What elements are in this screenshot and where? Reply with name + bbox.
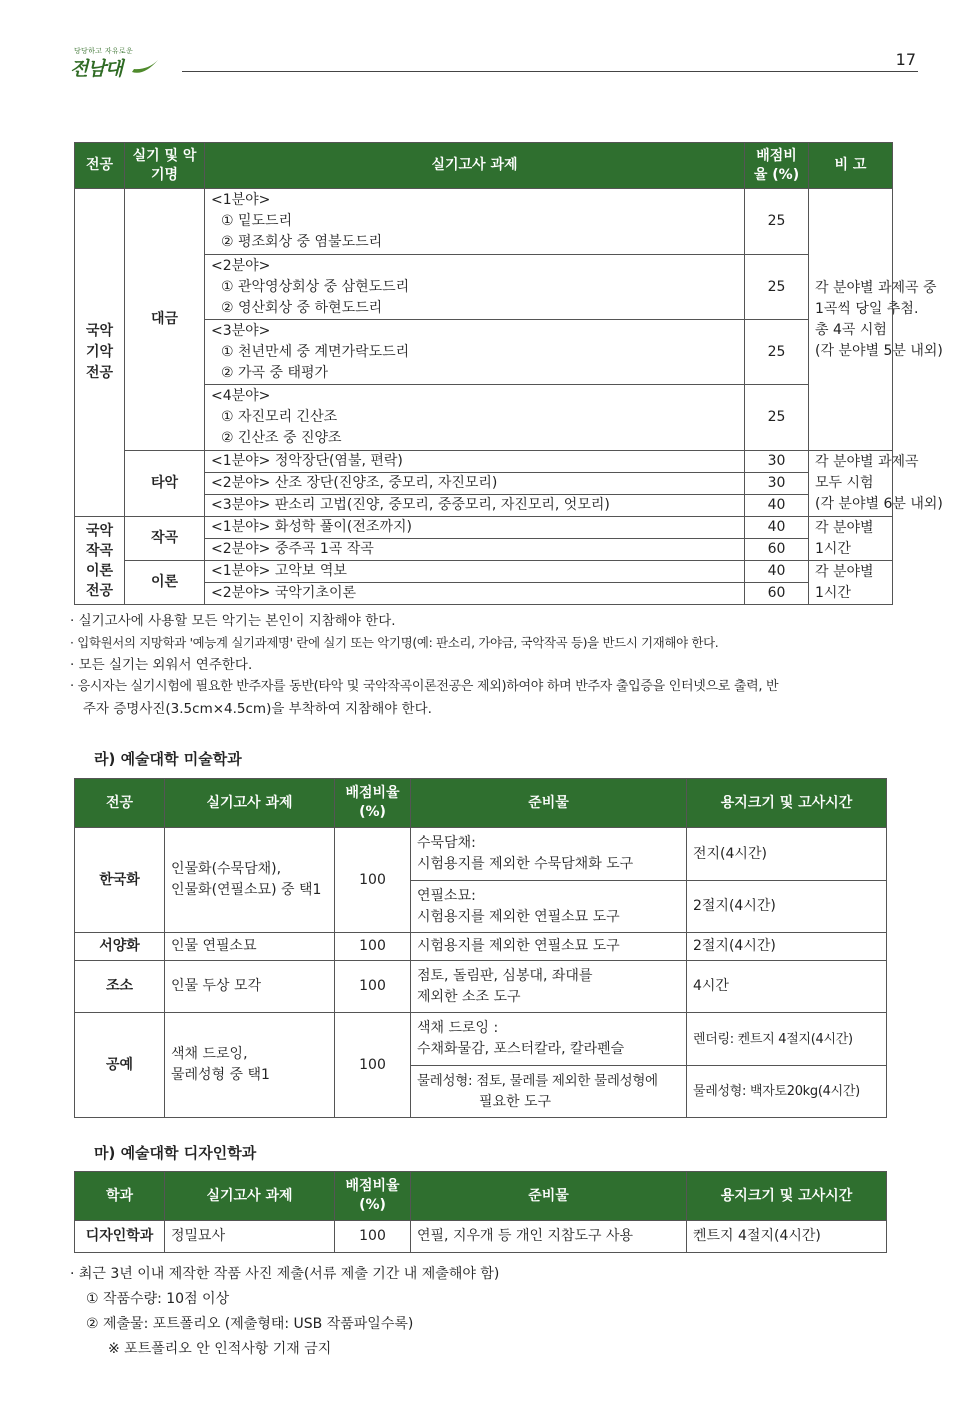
col-header-prep: 준비물 (411, 1172, 687, 1221)
ratio-cell: 40 (745, 495, 809, 517)
art-table (74, 778, 887, 1118)
ratio-cell: 30 (745, 473, 809, 495)
ratio-cell: 30 (745, 451, 809, 473)
instrument-daegeum: 대금 (125, 189, 205, 451)
note-cell: 각 분야별 1시간 (809, 561, 893, 605)
ratio-cell: 60 (745, 583, 809, 605)
logo-slogan: 당당하고 자유로운 (74, 47, 134, 55)
col-header-ratio: 배점비율 (%) (745, 143, 809, 189)
ratio-cell: 100 (335, 961, 411, 1013)
col-header-ratio: 배점비율 (%) (335, 779, 411, 828)
instrument-jakgok: 작곡 (125, 517, 205, 561)
major-sculpture: 조소 (75, 961, 165, 1013)
task-cell: <2분야> 산조 장단(진양조, 중모리, 자진모리) (205, 473, 745, 495)
note-line: ※ 포트폴리오 안 인적사항 기재 금지 (108, 1341, 332, 1357)
page-number: 17 (895, 50, 916, 69)
task-cell: 인물 두상 모각 (165, 961, 335, 1013)
design-table (74, 1171, 887, 1253)
note-line: · 입학원서의 지망학과 '예능계 실기과제명' 란에 실기 또는 악기명(예: 판소리, 가야금, 국악작곡 등)을 반드시 기재해야 한다. (70, 635, 719, 650)
major-gugak-instrumental: 국악 기악 전공 (75, 189, 125, 517)
major-gugak-composition: 국악 작곡 이론 전공 (75, 517, 125, 605)
ratio-cell: 100 (335, 933, 411, 961)
task-cell: <1분야> 고악보 역보 (205, 561, 745, 583)
section-title-art: 라) 예술대학 미술학과 (94, 750, 242, 768)
major-craft: 공예 (75, 1013, 165, 1118)
leaf-icon (130, 56, 160, 76)
task-cell: <2분야> ① 관악영상회상 중 삼현도드리 ② 영산회상 중 하현도드리 (205, 255, 745, 320)
ratio-cell: 25 (745, 320, 809, 385)
task-cell: 인물 연필소묘 (165, 933, 335, 961)
col-header-task: 실기고사 과제 (165, 779, 335, 828)
page-header (70, 38, 916, 78)
size-cell: 전지(4시간) (687, 828, 887, 881)
col-header-note: 비 고 (809, 143, 893, 189)
prep-cell: 색채 드로잉 : 수채화물감, 포스터칼라, 칼라펜슬 (411, 1013, 687, 1066)
notes-gugak (70, 610, 900, 720)
ratio-cell: 40 (745, 517, 809, 539)
note-cell: 각 분야별 과제곡 중 1곡씩 당일 추첨. 총 4곡 시험 (각 분야별 5분 내외) (809, 189, 893, 451)
notes-design (70, 1262, 499, 1362)
ratio-cell: 60 (745, 539, 809, 561)
major-korean-painting: 한국화 (75, 828, 165, 933)
task-cell: <4분야> ① 자진모리 긴산조 ② 긴산조 중 진양조 (205, 385, 745, 451)
ratio-cell: 25 (745, 385, 809, 451)
task-cell: <3분야> 판소리 고법(진양, 중모리, 중중모리, 자진모리, 엇모리) (205, 495, 745, 517)
ratio-cell: 100 (335, 1013, 411, 1118)
prep-cell: 시험용지를 제외한 연필소묘 도구 (411, 933, 687, 961)
col-header-prep: 준비물 (411, 779, 687, 828)
size-cell: 켄트지 4절지(4시간) (687, 1221, 887, 1253)
ratio-cell: 25 (745, 189, 809, 255)
note-line: · 응시자는 실기시험에 필요한 반주자를 동반(타악 및 국악작곡이론전공은 제외)하여야 하며 반주자 출입증을 인터넷으로 출력, 반 (70, 679, 779, 694)
prep-cell: 점토, 돌림판, 심봉대, 좌대를 제외한 소조 도구 (411, 961, 687, 1013)
task-cell: 색채 드로잉, 물레성형 중 택1 (165, 1013, 335, 1118)
col-header-size: 용지크기 및 고사시간 (687, 1172, 887, 1221)
task-cell: <2분야> 국악기초이론 (205, 583, 745, 605)
instrument-iron: 이론 (125, 561, 205, 605)
note-line: · 모든 실기는 외워서 연주한다. (70, 657, 253, 673)
gugak-table (74, 142, 943, 605)
prep-cell: 연필, 지우개 등 개인 지참도구 사용 (411, 1221, 687, 1253)
prep-cell: 연필소묘: 시험용지를 제외한 연필소묘 도구 (411, 881, 687, 933)
size-cell: 2절지(4시간) (687, 881, 887, 933)
prep-cell: 수묵담채: 시험용지를 제외한 수묵담채화 도구 (411, 828, 687, 881)
task-cell: <1분야> 화성학 풀이(전조까지) (205, 517, 745, 539)
col-header-size: 용지크기 및 고사시간 (687, 779, 887, 828)
ratio-cell: 100 (335, 1221, 411, 1253)
note-line: ① 작품수량: 10점 이상 (86, 1291, 230, 1307)
col-header-task: 실기고사 과제 (205, 143, 745, 189)
note-line: ② 제출물: 포트폴리오 (제출형태: USB 작품파일수록) (86, 1316, 414, 1332)
size-cell: 렌더링: 켄트지 4절지(4시간) (687, 1013, 887, 1066)
note-line: · 실기고사에 사용할 모든 악기는 본인이 지참해야 한다. (70, 613, 396, 629)
size-cell: 2절지(4시간) (687, 933, 887, 961)
section-title-design: 마) 예술대학 디자인학과 (94, 1144, 257, 1162)
task-cell: <1분야> ① 밑도드리 ② 평조회상 중 염불도드리 (205, 189, 745, 255)
col-header-dept: 학과 (75, 1172, 165, 1221)
instrument-taak: 타악 (125, 451, 205, 517)
major-western-painting: 서양화 (75, 933, 165, 961)
col-header-major: 전공 (75, 779, 165, 828)
size-cell: 4시간 (687, 961, 887, 1013)
task-cell: 인물화(수묵담채), 인물화(연필소묘) 중 택1 (165, 828, 335, 933)
ratio-cell: 25 (745, 255, 809, 320)
task-cell: <3분야> ① 천년만세 중 계면가락도드리 ② 가곡 중 태평가 (205, 320, 745, 385)
col-header-major: 전공 (75, 143, 125, 189)
ratio-cell: 40 (745, 561, 809, 583)
prep-cell: 물레성형: 점토, 물레를 제외한 물레성형에 필요한 도구 (411, 1066, 687, 1118)
note-line: 주자 증명사진(3.5cm×4.5cm)을 부착하여 지참해야 한다. (70, 701, 432, 717)
logo: 전남대 (70, 58, 123, 80)
size-cell: 물레성형: 백자토20kg(4시간) (687, 1066, 887, 1118)
col-header-instrument: 실기 및 악기명 (125, 143, 205, 189)
note-cell: 각 분야별 1시간 (809, 517, 893, 561)
task-cell: <1분야> 정악장단(염불, 편락) (205, 451, 745, 473)
header-rule (182, 71, 918, 72)
col-header-task: 실기고사 과제 (165, 1172, 335, 1221)
dept-design: 디자인학과 (75, 1221, 165, 1253)
task-cell: <2분야> 중주곡 1곡 작곡 (205, 539, 745, 561)
ratio-cell: 100 (335, 828, 411, 933)
task-cell: 정밀묘사 (165, 1221, 335, 1253)
note-cell: 각 분야별 과제곡 모두 시험 (각 분야별 6분 내외) (809, 451, 893, 517)
col-header-ratio: 배점비율 (%) (335, 1172, 411, 1221)
note-line: · 최근 3년 이내 제작한 작품 사진 제출(서류 제출 기간 내 제출해야 함) (70, 1266, 500, 1282)
